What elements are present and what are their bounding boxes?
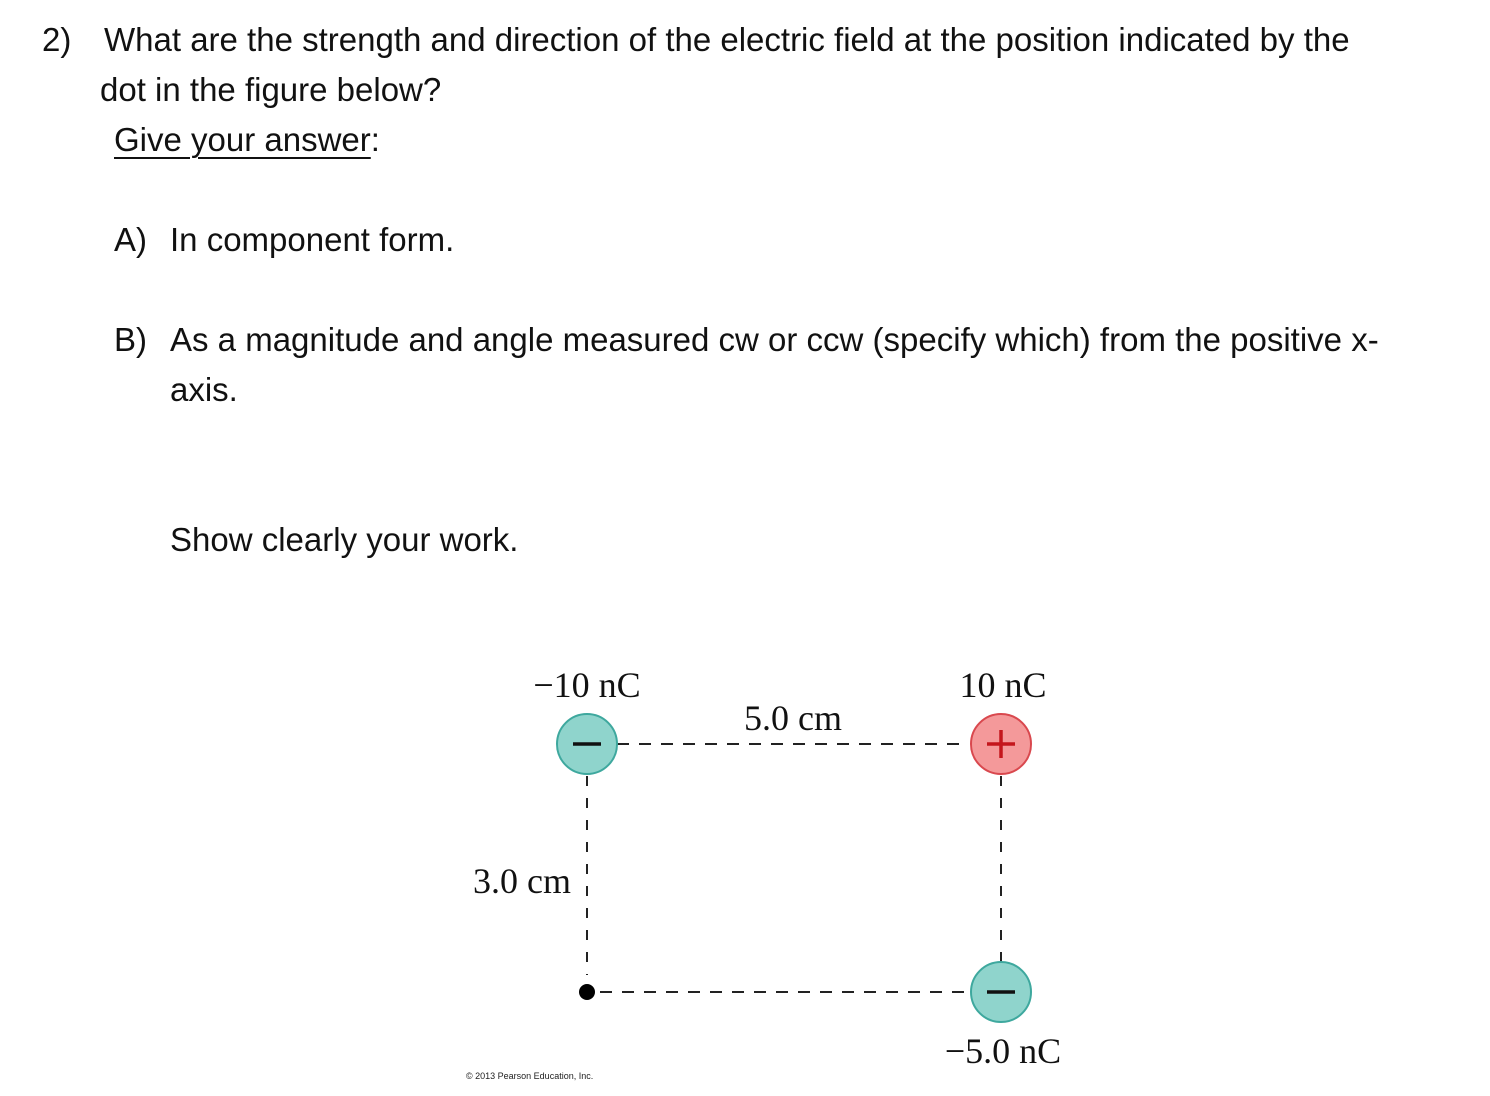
label-horizontal-distance: 5.0 cm	[744, 698, 842, 738]
give-answer-underlined: Give your answer	[114, 121, 371, 158]
instruction-text: Show clearly your work.	[170, 521, 519, 558]
question-number: 2)	[42, 21, 72, 58]
question-text-line1: What are the strength and direction of the electric field at the position indicated by the	[104, 21, 1350, 58]
part-a-text: In component form.	[170, 221, 455, 258]
question-text-line2: dot in the figure below?	[100, 71, 442, 108]
label-top-left-charge: −10 nC	[533, 665, 641, 705]
part-b-text-line2: axis.	[170, 371, 238, 408]
label-top-right-charge: 10 nC	[959, 665, 1047, 705]
label-vertical-distance: 3.0 cm	[473, 861, 571, 901]
field-point-dot	[579, 984, 595, 1000]
give-answer-colon: :	[370, 121, 380, 158]
part-b-label: B)	[114, 321, 147, 358]
part-a-label: A)	[114, 221, 147, 258]
part-b-text-line1: As a magnitude and angle measured cw or ccw (specify which) from the positive x-	[170, 321, 1379, 358]
negative-charge-bottom-right	[971, 962, 1031, 1022]
copyright-text: © 2013 Pearson Education, Inc.	[466, 1071, 594, 1081]
negative-charge-top-left	[557, 714, 617, 774]
positive-charge-top-right	[971, 714, 1031, 774]
label-bottom-right-charge: −5.0 nC	[944, 1031, 1062, 1071]
